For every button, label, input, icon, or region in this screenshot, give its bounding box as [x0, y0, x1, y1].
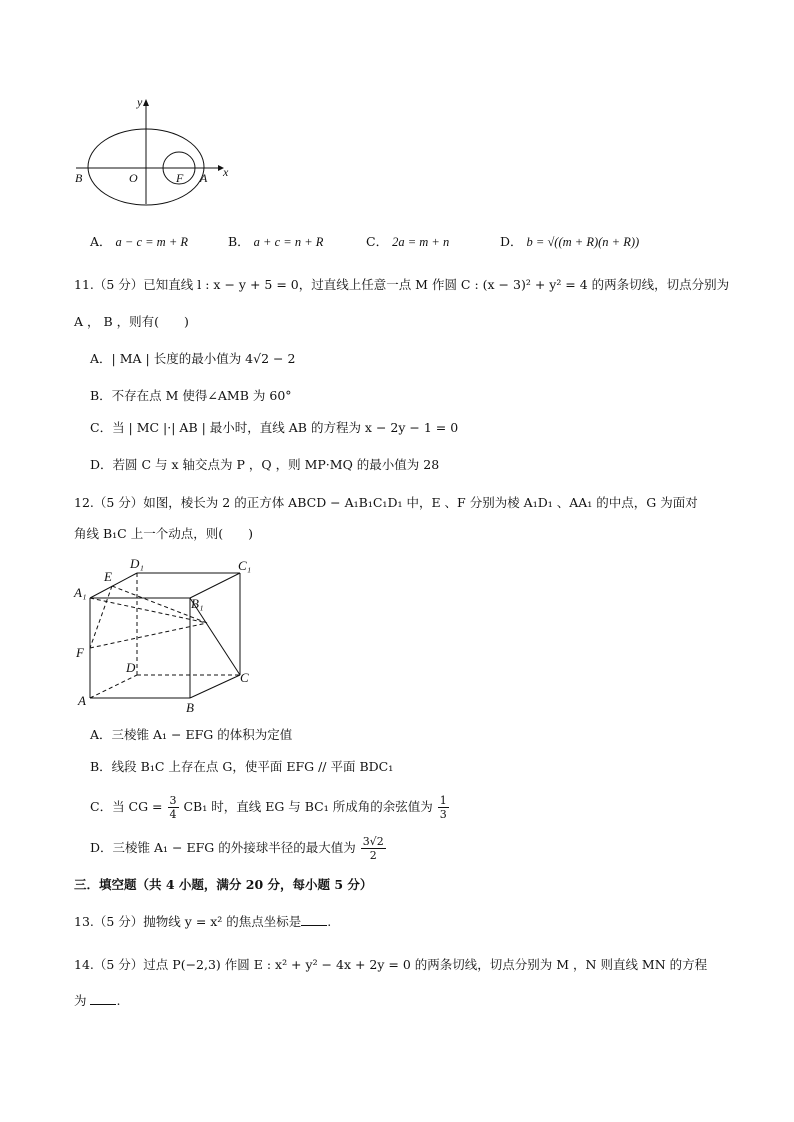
q11-stem-line1: 11.（5 分）已知直线 l : x − y + 5 = 0，过直线上任意一点 M 作圆 C : (x − 3)² + y² = 4 的两条切线，切点分别为: [74, 277, 730, 292]
cube-figure: [72, 555, 262, 715]
q11-option-c[interactable]: C．当 | MC |·| AB | 最小时，直线 AB 的方程为 x − 2y − 1 = 0: [90, 420, 459, 435]
q14-line2: [74, 992, 120, 1010]
q12-option-c-fraction: $\frac{3}{4}$: [169, 794, 177, 821]
point-E-label: E: [104, 569, 112, 584]
q12-option-d[interactable]: [90, 833, 387, 863]
x-axis-label: x: [223, 165, 229, 179]
q12-option-d-text: D．三棱锥 A₁ − EFG 的外接球半径的最大值为: [90, 840, 360, 855]
q12-option-c[interactable]: [90, 792, 450, 822]
q12-option-a[interactable]: A．三棱锥 A₁ − EFG 的体积为定值: [90, 727, 293, 742]
vertex-D-label: D: [126, 660, 136, 675]
q14-line1: 14.（5 分）过点 P(−2,3) 作圆 E : x² + y² − 4x + 2y = 0 的两条切线，切点分别为 M ，N 则直线 MN 的方程: [74, 957, 708, 972]
focus-F-label: F: [176, 171, 184, 185]
ellipse-figure: [70, 92, 240, 212]
q14-prefix: 为: [74, 993, 91, 1008]
origin-label: O: [129, 171, 138, 185]
q10-option-a[interactable]: A． a − c = m + R: [90, 234, 189, 249]
q12-option-c-mid: CB₁ 时，直线 EG 与 BC₁ 所成角的余弦值为: [179, 799, 437, 814]
q10-option-b[interactable]: B． a + c = n + R: [228, 234, 324, 249]
point-A-label: A: [200, 171, 208, 185]
q12-option-c-fraction2: $\frac{1}{3}$: [439, 794, 447, 821]
q13: [74, 913, 331, 931]
vertex-C-label: C: [240, 670, 249, 685]
q11-option-a[interactable]: A．| MA | 长度的最小值为 4√2 − 2: [90, 351, 296, 366]
q12-stem-line2: 角线 B₁C 上一个动点，则( ): [74, 526, 253, 541]
q13-end: .: [327, 914, 332, 929]
section-3-heading: 三．填空题（共 4 小题，满分 20 分，每小题 5 分）: [74, 877, 373, 892]
q12-stem-line1: 12.（5 分）如图，棱长为 2 的正方体 ABCD − A₁B₁C₁D₁ 中，E 、F 分别为棱 A₁D₁ 、AA₁ 的中点，G 为面对: [74, 495, 698, 510]
q12-option-d-fraction: $\frac{3√2}{2}$: [362, 835, 384, 862]
q14-answer-blank[interactable]: [90, 992, 116, 1005]
q10-option-d[interactable]: D． b = √((m + R)(n + R)): [500, 234, 640, 249]
vertex-B1-label: B₁: [191, 596, 204, 611]
q10-option-c[interactable]: C． 2a = m + n: [366, 234, 450, 249]
q11-option-b[interactable]: B．不存在点 M 使得∠AMB 为 60°: [90, 388, 292, 403]
vertex-A-label: A: [78, 693, 86, 708]
point-F-label: F: [76, 645, 84, 660]
q14-end: .: [116, 993, 121, 1008]
q11-stem-line2: A ， B ，则有( ): [74, 314, 189, 329]
q13-text: 13.（5 分）抛物线 y = x² 的焦点坐标是: [74, 914, 302, 929]
vertex-C1-label: C₁: [238, 558, 252, 573]
vertex-A1-label: A₁: [74, 585, 87, 600]
vertex-B-label: B: [186, 700, 194, 715]
y-axis-label: y: [137, 95, 143, 109]
q12-option-c-text: C．当 CG =: [90, 799, 167, 814]
q13-answer-blank[interactable]: [301, 913, 327, 926]
q12-option-b[interactable]: B．线段 B₁C 上存在点 G，使平面 EFG // 平面 BDC₁: [90, 759, 394, 774]
q11-option-d[interactable]: D．若圆 C 与 x 轴交点为 P ，Q ，则 MP·MQ 的最小值为 28: [90, 457, 440, 472]
point-B-label: B: [75, 171, 83, 185]
vertex-D1-label: D₁: [130, 556, 144, 571]
